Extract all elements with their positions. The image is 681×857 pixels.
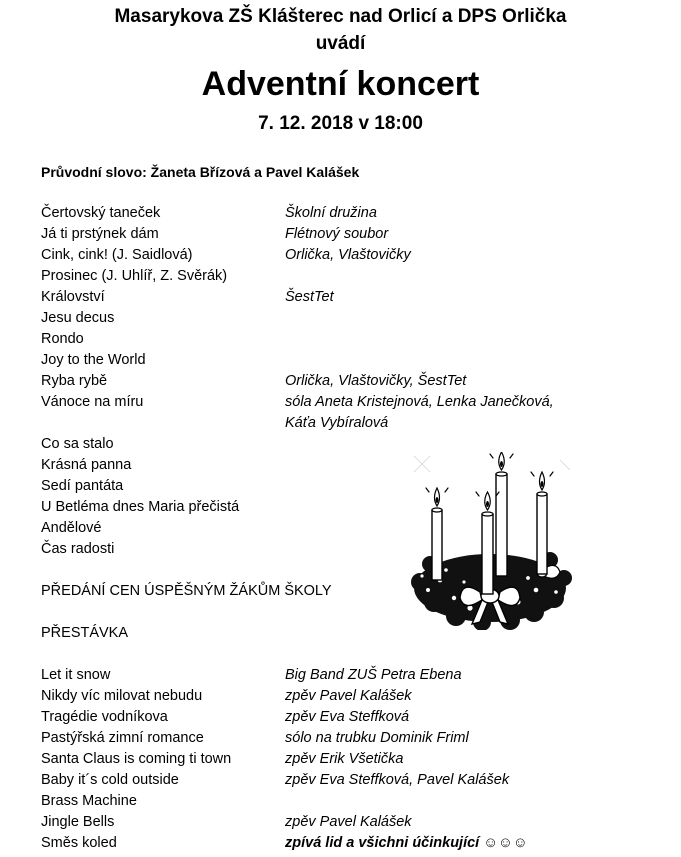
- performer: Orlička, Vlaštovičky, ŠestTet: [285, 373, 467, 389]
- performer: zpěv Eva Steffková, Pavel Kalášek: [285, 772, 510, 788]
- song-title: Vánoce na míru: [41, 394, 144, 410]
- organizer-heading: Masarykova ZŠ Klášterec nad Orlicí a DPS Orlička: [114, 6, 567, 27]
- program-row: [41, 350, 661, 371]
- advent-wreath-icon: [410, 452, 572, 630]
- song-title: Směs koled: [41, 835, 117, 851]
- presents-heading: uvádí: [315, 33, 366, 54]
- song-title: Sedí pantáta: [41, 478, 124, 494]
- concert-title: Adventní koncert: [201, 65, 480, 103]
- song-title: Brass Machine: [41, 793, 137, 809]
- song-title: Cink, cink! (J. Saidlová): [41, 247, 193, 263]
- song-title: Tragédie vodníkova: [41, 709, 168, 725]
- program-row: [41, 203, 661, 224]
- song-title: Andělové: [41, 520, 102, 536]
- intermission-heading: PŘESTÁVKA: [41, 625, 129, 641]
- song-title: Let it snow: [41, 667, 111, 683]
- performer: Flétnový soubor: [285, 226, 389, 242]
- host-line: Průvodní slovo: Žaneta Břízová a Pavel Kalášek: [41, 164, 360, 180]
- program-row: [41, 224, 661, 245]
- song-title: Království: [41, 289, 105, 305]
- awards-heading: PŘEDÁNÍ CEN ÚSPĚŠNÝM ŽÁKŮM ŠKOLY: [41, 583, 332, 599]
- performer: Orlička, Vlaštovičky: [285, 247, 411, 263]
- program-row: [41, 371, 661, 392]
- song-title: Jingle Bells: [41, 814, 115, 830]
- performer: zpěv Pavel Kalášek: [285, 814, 412, 830]
- song-title: Čas radosti: [41, 541, 115, 557]
- song-title: Já ti prstýnek dám: [41, 226, 159, 242]
- performer: Big Band ZUŠ Petra Ebena: [285, 667, 462, 683]
- song-title: Prosinec (J. Uhlíř, Z. Svěrák): [41, 268, 228, 284]
- program-row: [41, 308, 661, 329]
- song-title: Joy to the World: [41, 352, 146, 368]
- song-title: Jesu decus: [41, 310, 115, 326]
- program-row: [41, 749, 661, 770]
- performer: [285, 833, 528, 854]
- song-title: Co sa stalo: [41, 436, 114, 452]
- performer: zpěv Pavel Kalášek: [285, 688, 412, 704]
- song-title: Rondo: [41, 331, 84, 347]
- song-title: Santa Claus is coming ti town: [41, 751, 232, 767]
- performer: Školní družina: [285, 205, 377, 221]
- program-row: [41, 245, 661, 266]
- song-title: Krásná panna: [41, 457, 132, 473]
- program-row: [41, 665, 661, 686]
- program-row: [41, 287, 661, 308]
- program-row: [41, 812, 661, 833]
- program-row: [41, 266, 661, 287]
- program-row: [41, 329, 661, 350]
- program-row: [41, 833, 661, 854]
- concert-datetime: 7. 12. 2018 v 18:00: [258, 113, 423, 134]
- song-title: Baby it´s cold outside: [41, 772, 179, 788]
- song-title: Nikdy víc milovat nebudu: [41, 688, 203, 704]
- performer: Káťa Vybíralová: [285, 415, 389, 431]
- performer: ŠestTet: [285, 289, 334, 305]
- song-title: Pastýřská zimní romance: [41, 730, 204, 746]
- song-title: Čertovský taneček: [41, 205, 161, 221]
- program-row: [41, 728, 661, 749]
- performer: sóla Aneta Kristejnová, Lenka Janečková,: [285, 394, 554, 410]
- performer: zpěv Eva Steffková: [285, 709, 410, 725]
- program-row: [41, 707, 661, 728]
- performer: sólo na trubku Dominik Friml: [285, 730, 469, 746]
- program-row: [41, 686, 661, 707]
- performer-text: zpívá lid a všichni účinkující: [285, 835, 480, 851]
- song-title: U Betléma dnes Maria přečistá: [41, 499, 240, 515]
- program-row: [41, 413, 661, 434]
- smiley-faces: ☺☺☺: [483, 835, 528, 851]
- program-row: [41, 770, 661, 791]
- performer: zpěv Erik Všetička: [285, 751, 404, 767]
- program-row: [41, 791, 661, 812]
- program-row: [41, 392, 661, 413]
- song-title: Ryba rybě: [41, 373, 108, 389]
